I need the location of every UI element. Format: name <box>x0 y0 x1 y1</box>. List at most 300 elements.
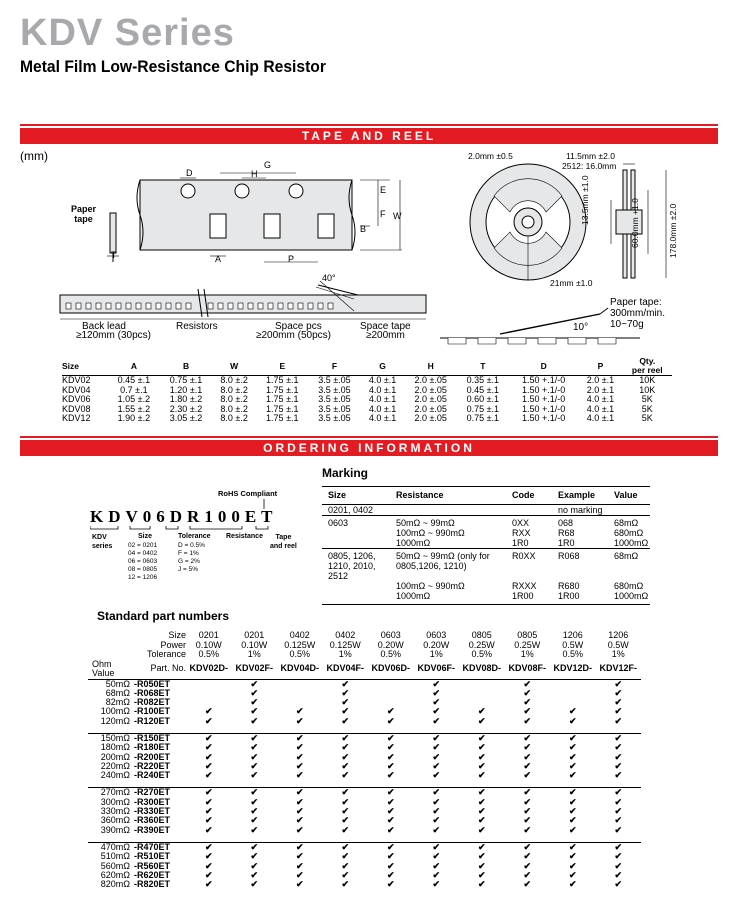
dims-header-e: E <box>279 361 286 371</box>
availability-check-icon: ✔ <box>614 824 623 835</box>
dim-e-label: E <box>380 185 387 195</box>
std-part-suffix: -R560ET <box>134 860 171 871</box>
std-col-power: 0.5W <box>562 639 584 650</box>
availability-check-icon: ✔ <box>386 860 395 871</box>
dims-cell: 3.05 ±.2 <box>169 413 203 423</box>
peel-angle: 10° <box>573 322 589 333</box>
std-row <box>88 733 641 743</box>
std-col-tol: 1% <box>429 649 443 659</box>
std-row <box>88 816 641 825</box>
availability-check-icon: ✔ <box>341 860 350 871</box>
availability-check-icon: ✔ <box>277 733 323 743</box>
part-code-example: KDV06DR100ET <box>90 507 278 526</box>
space-pcs-label: Space pcs <box>275 321 322 332</box>
availability-check-icon: ✔ <box>250 751 259 762</box>
std-ohm-value: 68mΩ <box>105 687 130 698</box>
availability-check-icon: ✔ <box>250 879 259 890</box>
marking-cell-resistance <box>390 505 506 516</box>
std-part-suffix: -R082ET <box>134 697 171 708</box>
availability-check-icon: ✔ <box>341 879 350 890</box>
dims-cell: 0.75 ±.1 <box>466 403 500 414</box>
dims-cell: 3.5 ±.05 <box>318 394 351 404</box>
availability-check-icon: ✔ <box>386 751 395 762</box>
std-col-tol: 0.5% <box>471 649 492 659</box>
marking-cell-resistance: 100mΩ ~ 990mΩ <box>396 581 465 591</box>
availability-check-icon: ✔ <box>204 751 213 762</box>
marking-cell-size: 0201, 0402 <box>328 505 374 515</box>
std-col-size: 0402 <box>335 630 356 640</box>
std-part-suffix: -R180ET <box>134 742 171 753</box>
availability-check-icon: ✔ <box>295 796 304 807</box>
dims-cell: 1.80 ±.2 <box>169 394 203 404</box>
availability-check-icon: ✔ <box>250 770 259 781</box>
code-legend-size: Size <box>138 533 153 540</box>
dims-cell: 4.0 ±.1 <box>368 375 397 385</box>
code-legend-size-codes: 02 = 0201 04 = 0402 06 = 0603 08 = 0805 12 = 1206 <box>128 542 158 581</box>
availability-check-icon: ✔ <box>523 851 532 862</box>
availability-check-icon: ✔ <box>204 860 213 871</box>
availability-check-icon: ✔ <box>250 860 259 871</box>
series-title: KDV Series <box>20 12 235 54</box>
availability-check-icon: ✔ <box>204 742 213 753</box>
std-col-power: 0.125W <box>284 639 316 650</box>
availability-check-icon: ✔ <box>568 806 577 817</box>
reel-diagram <box>466 160 676 290</box>
availability-check-icon: ✔ <box>386 869 395 880</box>
std-row <box>88 852 641 861</box>
std-col-power: 0.125W <box>329 639 361 650</box>
std-gap-cell <box>88 780 641 788</box>
std-part-suffix: -R360ET <box>134 815 171 826</box>
std-group-gap <box>88 835 641 843</box>
std-row <box>88 743 641 752</box>
std-ohm-value: 120mΩ <box>100 715 130 726</box>
availability-check-icon: ✔ <box>250 715 259 726</box>
dims-cell: 8.0 ±.2 <box>220 403 248 414</box>
availability-check-icon: ✔ <box>432 806 441 817</box>
availability-check-icon: ✔ <box>250 815 259 826</box>
reel-width-dim: 11.5mm ±2.0 <box>566 151 615 161</box>
availability-check-icon: ✔ <box>295 760 304 771</box>
marking-cell-example: R068 <box>552 549 608 582</box>
dims-cell: KDV02 <box>62 375 91 385</box>
std-row <box>88 762 641 771</box>
availability-check-icon: ✔ <box>432 751 441 762</box>
availability-check-icon: ✔ <box>341 815 350 826</box>
std-ohm-value: 470mΩ <box>88 842 134 852</box>
dims-cell: 10K <box>639 375 656 385</box>
availability-empty-cell <box>368 689 414 698</box>
dims-cell: 5K <box>641 403 653 414</box>
marking-cell-size <box>322 528 390 538</box>
availability-check-icon: ✔ <box>614 706 623 717</box>
availability-check-icon: ✔ <box>204 806 213 817</box>
availability-check-icon: ✔ <box>459 788 505 798</box>
marking-cell-value <box>608 505 650 516</box>
dims-cell: 4.0 ±.1 <box>586 394 615 404</box>
availability-check-icon: ✔ <box>341 851 350 862</box>
availability-check-icon: ✔ <box>341 824 350 835</box>
dims-header-t: T <box>480 361 486 371</box>
availability-check-icon: ✔ <box>204 796 213 807</box>
std-col-size: 0402 <box>289 630 310 640</box>
dim-p-label: P <box>288 254 295 264</box>
availability-check-icon: ✔ <box>477 760 486 771</box>
std-group-gap <box>88 780 641 788</box>
availability-check-icon: ✔ <box>432 742 441 753</box>
marking-cell-example: R68 <box>558 528 575 538</box>
dims-header-size: Size <box>62 361 80 371</box>
dims-cell: 1.75 ±.1 <box>266 413 299 423</box>
marking-cell-code: RXXX <box>512 581 537 591</box>
std-row <box>88 880 641 889</box>
availability-check-icon: ✔ <box>505 788 551 798</box>
std-row <box>88 826 641 835</box>
std-col-power: 0.20W <box>377 639 404 650</box>
availability-check-icon: ✔ <box>432 796 441 807</box>
std-part-suffix: -R050ET <box>134 679 186 689</box>
std-col-size: 1206 <box>562 630 583 640</box>
marking-cell-value: 68mΩ <box>608 549 650 582</box>
marking-row <box>322 591 650 605</box>
availability-check-icon: ✔ <box>250 869 259 880</box>
back-lead-length: ≥120mm (30pcs) <box>76 330 151 341</box>
availability-check-icon: ✔ <box>186 788 232 798</box>
availability-check-icon: ✔ <box>523 824 532 835</box>
std-group-gap <box>88 726 641 734</box>
space-tape-length: ≥200mm <box>366 330 405 341</box>
marking-cell-resistance: 1000mΩ <box>396 538 431 548</box>
availability-check-icon: ✔ <box>204 851 213 862</box>
tape-dimensions-table <box>62 357 672 424</box>
availability-check-icon: ✔ <box>523 796 532 807</box>
availability-check-icon: ✔ <box>386 851 395 862</box>
std-col-power: 0.25W <box>468 639 495 650</box>
availability-check-icon: ✔ <box>523 687 532 698</box>
dims-cell: 0.75 ±.1 <box>466 413 500 423</box>
dims-cell: 2.0 ±.05 <box>414 413 447 423</box>
marking-cell-value: 680mΩ <box>614 581 644 591</box>
availability-check-icon: ✔ <box>614 851 623 862</box>
dims-cell: 0.45 ±.1 <box>117 375 151 385</box>
dims-cell: 8.0 ±.2 <box>220 384 248 395</box>
std-col-power: 0.5W <box>607 639 629 650</box>
availability-check-icon: ✔ <box>232 679 278 689</box>
availability-check-icon: ✔ <box>204 869 213 880</box>
dims-cell: 2.30 ±.2 <box>169 403 203 414</box>
std-row <box>88 771 641 780</box>
availability-check-icon: ✔ <box>250 796 259 807</box>
availability-check-icon: ✔ <box>232 788 278 798</box>
code-legend-kdv: KDV series <box>92 534 113 550</box>
availability-check-icon: ✔ <box>386 824 395 835</box>
availability-check-icon: ✔ <box>614 742 623 753</box>
availability-check-icon: ✔ <box>477 706 486 717</box>
dims-header-f: F <box>331 361 338 371</box>
marking-cell-size <box>322 538 390 549</box>
marking-row <box>322 516 650 529</box>
marking-cell-code: R0XX <box>506 549 552 582</box>
dims-cell: 1.75 ±.1 <box>266 394 299 404</box>
std-label-power: Power <box>160 639 186 650</box>
back-lead-label: Back lead <box>82 321 126 332</box>
availability-check-icon: ✔ <box>477 869 486 880</box>
std-col-power: 0.10W <box>241 639 268 650</box>
marking-cell-size <box>322 581 390 591</box>
dims-row <box>62 376 672 386</box>
dims-cell: 0.35 ±.1 <box>466 375 500 385</box>
availability-check-icon: ✔ <box>386 796 395 807</box>
std-part-suffix: -R100ET <box>134 706 171 717</box>
availability-check-icon: ✔ <box>523 770 532 781</box>
dims-header-qty: Qty. per reel <box>631 356 663 375</box>
marking-header-code: Code <box>506 487 552 505</box>
availability-check-icon: ✔ <box>368 788 414 798</box>
reel-width-2512-dim: 2512: 16.0mm <box>562 161 617 171</box>
availability-check-icon: ✔ <box>341 706 350 717</box>
marking-title: Marking <box>322 466 369 480</box>
std-col-size: 1206 <box>608 630 629 640</box>
std-header-row <box>88 660 641 680</box>
availability-check-icon: ✔ <box>614 770 623 781</box>
dims-cell: 1.50 +.1/-0 <box>522 375 566 385</box>
std-ohm-value: 560mΩ <box>100 860 130 871</box>
std-row <box>88 753 641 762</box>
availability-check-icon: ✔ <box>432 851 441 862</box>
code-legend-resistance: Resistance <box>226 533 263 540</box>
availability-empty-cell <box>550 689 596 698</box>
ordering-information-band: ORDERING INFORMATION <box>20 440 718 456</box>
dims-cell: 4.0 ±.1 <box>368 413 397 423</box>
std-row <box>88 871 641 880</box>
availability-check-icon: ✔ <box>386 715 395 726</box>
availability-check-icon: ✔ <box>568 851 577 862</box>
std-row <box>88 689 641 698</box>
availability-check-icon: ✔ <box>295 706 304 717</box>
std-part-suffix: -R270ET <box>134 788 186 798</box>
availability-check-icon: ✔ <box>386 770 395 781</box>
reel-hole-dim: 2.0mm ±0.5 <box>468 151 513 161</box>
dims-cell: 0.7 ±.1 <box>120 384 148 395</box>
std-col-size: 0201 <box>198 630 219 640</box>
std-label-size: Size <box>168 630 186 640</box>
marking-cell-code: 1R0 <box>512 538 529 548</box>
dims-cell: 8.0 ±.2 <box>220 394 248 404</box>
dims-cell: 8.0 ±.2 <box>220 375 248 385</box>
marking-cell-value: 68mΩ <box>608 516 650 529</box>
availability-check-icon: ✔ <box>505 733 551 743</box>
dims-header-d: D <box>540 361 547 371</box>
availability-check-icon: ✔ <box>414 733 460 743</box>
marking-table <box>322 486 650 605</box>
reel-hub-dim: 13.5mm ±1.0 <box>580 175 590 225</box>
availability-check-icon: ✔ <box>477 815 486 826</box>
standard-parts-title: Standard part numbers <box>97 609 230 623</box>
availability-check-icon: ✔ <box>186 842 232 852</box>
availability-check-icon: ✔ <box>477 879 486 890</box>
std-row <box>88 679 641 689</box>
reel-outer-dim: 178.0mm ±2.0 <box>668 203 678 258</box>
dims-cell: 0.60 ±.1 <box>466 394 500 404</box>
dim-a-label: A <box>215 254 222 264</box>
dims-cell: 4.0 ±.1 <box>586 403 615 414</box>
paper-tape-label: Paper tape <box>71 204 97 224</box>
marking-cell-value: 680mΩ <box>614 528 644 538</box>
marking-cell-resistance: 50mΩ ~ 99mΩ <box>390 516 506 529</box>
availability-check-icon: ✔ <box>386 742 395 753</box>
std-part-suffix: -R510ET <box>134 851 171 862</box>
std-col-prefix: KDV08F- <box>505 660 551 680</box>
availability-check-icon: ✔ <box>568 796 577 807</box>
dims-row <box>62 405 672 415</box>
dim-f-label: F <box>380 209 386 219</box>
availability-check-icon: ✔ <box>432 860 441 871</box>
availability-check-icon: ✔ <box>341 770 350 781</box>
availability-check-icon: ✔ <box>204 824 213 835</box>
std-col-tol: 0.5% <box>198 649 219 659</box>
code-legend-tape: Tape and reel <box>270 534 297 550</box>
availability-empty-cell <box>277 689 323 698</box>
std-ohm-value: 200mΩ <box>100 751 130 762</box>
dim-d-label: D <box>186 168 193 178</box>
dims-cell: 3.5 ±.05 <box>318 413 351 423</box>
resistors-label: Resistors <box>176 321 218 332</box>
marking-cell-example: 1R00 <box>552 591 608 605</box>
availability-check-icon: ✔ <box>523 715 532 726</box>
availability-check-icon: ✔ <box>386 806 395 817</box>
std-col-prefix: KDV04D- <box>277 660 323 680</box>
marking-cell-example: no marking <box>558 505 603 515</box>
dims-cell: 2.0 ±.05 <box>414 375 447 385</box>
availability-check-icon: ✔ <box>459 733 505 743</box>
std-ohm-value: 330mΩ <box>100 806 130 817</box>
dims-cell: 5K <box>641 413 653 423</box>
std-col-prefix: KDV08D- <box>459 660 505 680</box>
dims-cell: KDV12 <box>62 413 91 423</box>
unit-note: (mm) <box>20 149 48 163</box>
std-col-tol: 1% <box>338 649 352 659</box>
availability-check-icon: ✔ <box>568 742 577 753</box>
availability-check-icon: ✔ <box>477 806 486 817</box>
dims-cell: 1.20 ±.1 <box>169 384 203 395</box>
space-pcs-length: ≥200mm (50pcs) <box>256 330 331 341</box>
marking-row <box>322 505 650 516</box>
marking-cell-size: 0603 <box>322 516 390 529</box>
marking-row <box>322 581 650 591</box>
availability-check-icon: ✔ <box>323 679 369 689</box>
availability-check-icon: ✔ <box>459 842 505 852</box>
dims-row <box>62 395 672 405</box>
dims-cell: 2.0 ±.05 <box>414 394 447 404</box>
marking-cell-resistance: 50mΩ ~ 99mΩ (only for 0805,1206, 1210) <box>390 549 506 582</box>
availability-check-icon: ✔ <box>186 733 232 743</box>
std-row <box>88 842 641 852</box>
marking-row <box>322 549 650 582</box>
rohs-label: RoHS Compliant <box>218 489 278 498</box>
availability-check-icon: ✔ <box>204 706 213 717</box>
availability-check-icon: ✔ <box>614 715 623 726</box>
marking-cell-code: 0XX <box>506 516 552 529</box>
marking-header-example: Example <box>552 487 608 505</box>
std-col-tol: 0.5% <box>380 649 401 659</box>
availability-check-icon: ✔ <box>523 879 532 890</box>
std-part-suffix: -R240ET <box>134 770 171 781</box>
std-ohm-value: 510mΩ <box>100 851 130 862</box>
std-col-prefix: KDV12F- <box>596 660 642 680</box>
std-col-prefix: KDV12D- <box>550 660 596 680</box>
availability-check-icon: ✔ <box>341 751 350 762</box>
availability-check-icon: ✔ <box>568 770 577 781</box>
std-part-suffix: -R068ET <box>134 687 171 698</box>
peel-title: Paper tape: <box>610 297 662 308</box>
availability-check-icon: ✔ <box>232 733 278 743</box>
availability-empty-cell <box>186 689 232 698</box>
reel-spindle-dim: 21mm ±1.0 <box>550 278 593 288</box>
availability-check-icon: ✔ <box>341 687 350 698</box>
dims-cell: 2.0 ±.1 <box>586 384 615 395</box>
availability-check-icon: ✔ <box>614 869 623 880</box>
dims-cell: 2.0 ±.05 <box>414 384 447 395</box>
marking-cell-size: 0805, 1206, 1210, 2010, 2512 <box>322 549 390 582</box>
dims-cell: KDV08 <box>62 403 91 414</box>
availability-check-icon: ✔ <box>614 860 623 871</box>
availability-check-icon: ✔ <box>614 815 623 826</box>
std-col-size: 0805 <box>517 630 538 640</box>
availability-check-icon: ✔ <box>341 742 350 753</box>
std-row <box>88 807 641 816</box>
std-ohm-value: 50mΩ <box>88 679 134 689</box>
availability-check-icon: ✔ <box>250 806 259 817</box>
availability-check-icon: ✔ <box>523 742 532 753</box>
marking-cell-example: 068 <box>552 516 608 529</box>
availability-check-icon: ✔ <box>614 697 623 708</box>
availability-check-icon: ✔ <box>432 760 441 771</box>
availability-check-icon: ✔ <box>341 760 350 771</box>
availability-check-icon: ✔ <box>250 742 259 753</box>
std-col-tol: 0.5% <box>289 649 310 659</box>
dims-cell: 0.75 ±.1 <box>169 375 203 385</box>
availability-check-icon: ✔ <box>323 788 369 798</box>
std-ohm-value: 360mΩ <box>100 815 130 826</box>
std-row <box>88 707 641 716</box>
std-ohm-value: 820mΩ <box>100 879 130 890</box>
dims-cell: 0.45 ±.1 <box>466 384 500 395</box>
marking-header-row <box>322 487 650 505</box>
std-ohm-value: 82mΩ <box>105 697 130 708</box>
std-col-size: 0603 <box>426 630 447 640</box>
availability-check-icon: ✔ <box>550 733 596 743</box>
availability-check-icon: ✔ <box>386 815 395 826</box>
std-part-suffix: -R150ET <box>134 733 186 743</box>
availability-check-icon: ✔ <box>250 760 259 771</box>
std-col-tol: 1% <box>247 649 261 659</box>
peel-angle-label: 40° <box>322 273 336 283</box>
std-ohm-value: 270mΩ <box>88 788 134 798</box>
std-part-suffix: -R470ET <box>134 842 186 852</box>
marking-header-value: Value <box>608 487 650 505</box>
dims-cell: 4.0 ±.1 <box>368 384 397 395</box>
std-ohm-value: 240mΩ <box>100 770 130 781</box>
dims-row <box>62 414 672 424</box>
availability-check-icon: ✔ <box>568 869 577 880</box>
code-legend-tolerance: Tolerance <box>178 533 211 540</box>
availability-check-icon: ✔ <box>477 824 486 835</box>
dims-row <box>62 386 672 396</box>
availability-check-icon: ✔ <box>523 860 532 871</box>
availability-check-icon: ✔ <box>341 796 350 807</box>
availability-check-icon: ✔ <box>295 851 304 862</box>
availability-check-icon: ✔ <box>277 842 323 852</box>
